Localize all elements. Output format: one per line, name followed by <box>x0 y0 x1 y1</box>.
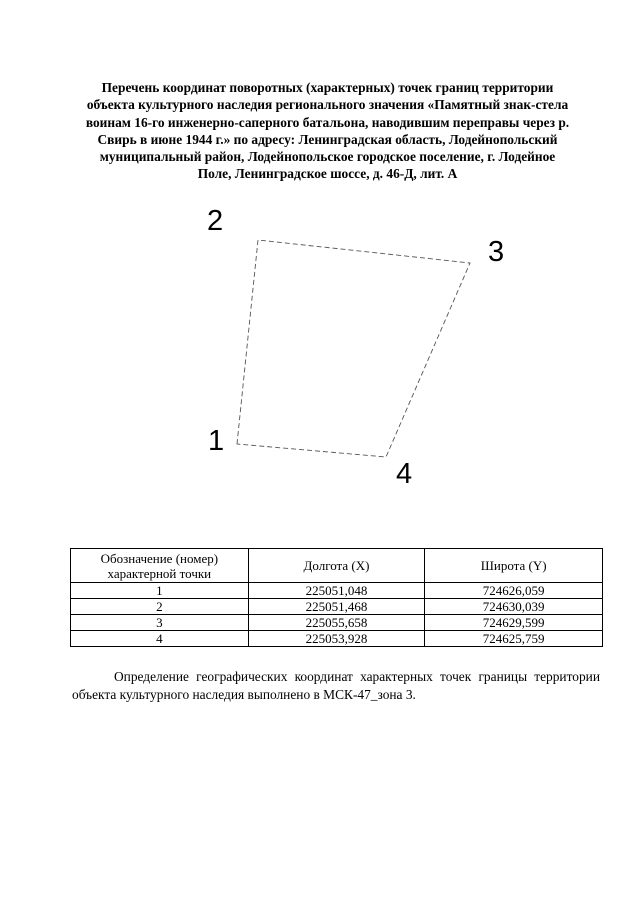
point-label-1: 1 <box>208 425 225 457</box>
boundary-polygon-svg <box>0 195 640 505</box>
title-line: Перечень координат поворотных (характерных) точек границ территории <box>101 80 554 95</box>
column-header-number: Обозначение (номер) характерной точки <box>71 549 249 583</box>
cell-number: 3 <box>71 615 249 631</box>
table-header-row <box>71 549 603 583</box>
coordinates-table <box>70 548 603 647</box>
cell-number: 1 <box>71 583 249 599</box>
point-label-2: 2 <box>207 205 224 237</box>
cell-x: 225055,658 <box>248 615 425 631</box>
boundary-plan <box>0 195 640 505</box>
cell-number: 4 <box>71 631 249 647</box>
table-row <box>71 631 603 647</box>
table-row <box>71 583 603 599</box>
table-row <box>71 599 603 615</box>
point-label-3: 3 <box>488 236 505 268</box>
cell-y: 724626,059 <box>425 583 603 599</box>
title-line: муниципальный район, Лодейнопольское городское поселение, г. Лодейное <box>99 149 556 165</box>
point-label-4: 4 <box>396 458 413 490</box>
column-header-x: Долгота (X) <box>248 549 425 583</box>
title-line: Поле, Ленинградское шоссе, д. 46-Д, лит. А <box>197 166 458 182</box>
cell-x: 225051,048 <box>248 583 425 599</box>
cell-y: 724625,759 <box>425 631 603 647</box>
document-title <box>60 79 595 183</box>
cell-y: 724630,039 <box>425 599 603 615</box>
cell-x: 225051,468 <box>248 599 425 615</box>
title-line: Свирь в июне 1944 г.» по адресу: Ленинградская область, Лодейнопольский <box>97 131 558 147</box>
cell-x: 225053,928 <box>248 631 425 647</box>
cell-number: 2 <box>71 599 249 615</box>
cell-y: 724629,599 <box>425 615 603 631</box>
boundary-polygon <box>237 240 470 457</box>
title-line: объекта культурного наследия регионального значения «Памятный знак-стела <box>86 97 569 113</box>
table-row <box>71 615 603 631</box>
title-line: воинам 16-го инженерно-саперного батальона, наводившим переправы через р. <box>85 114 570 130</box>
coordinate-system-note: Определение географических координат характерных точек границы территории объекта культурного наследия выполнено в МСК-47_зона 3. <box>72 669 600 702</box>
column-header-y: Широта (Y) <box>425 549 603 583</box>
